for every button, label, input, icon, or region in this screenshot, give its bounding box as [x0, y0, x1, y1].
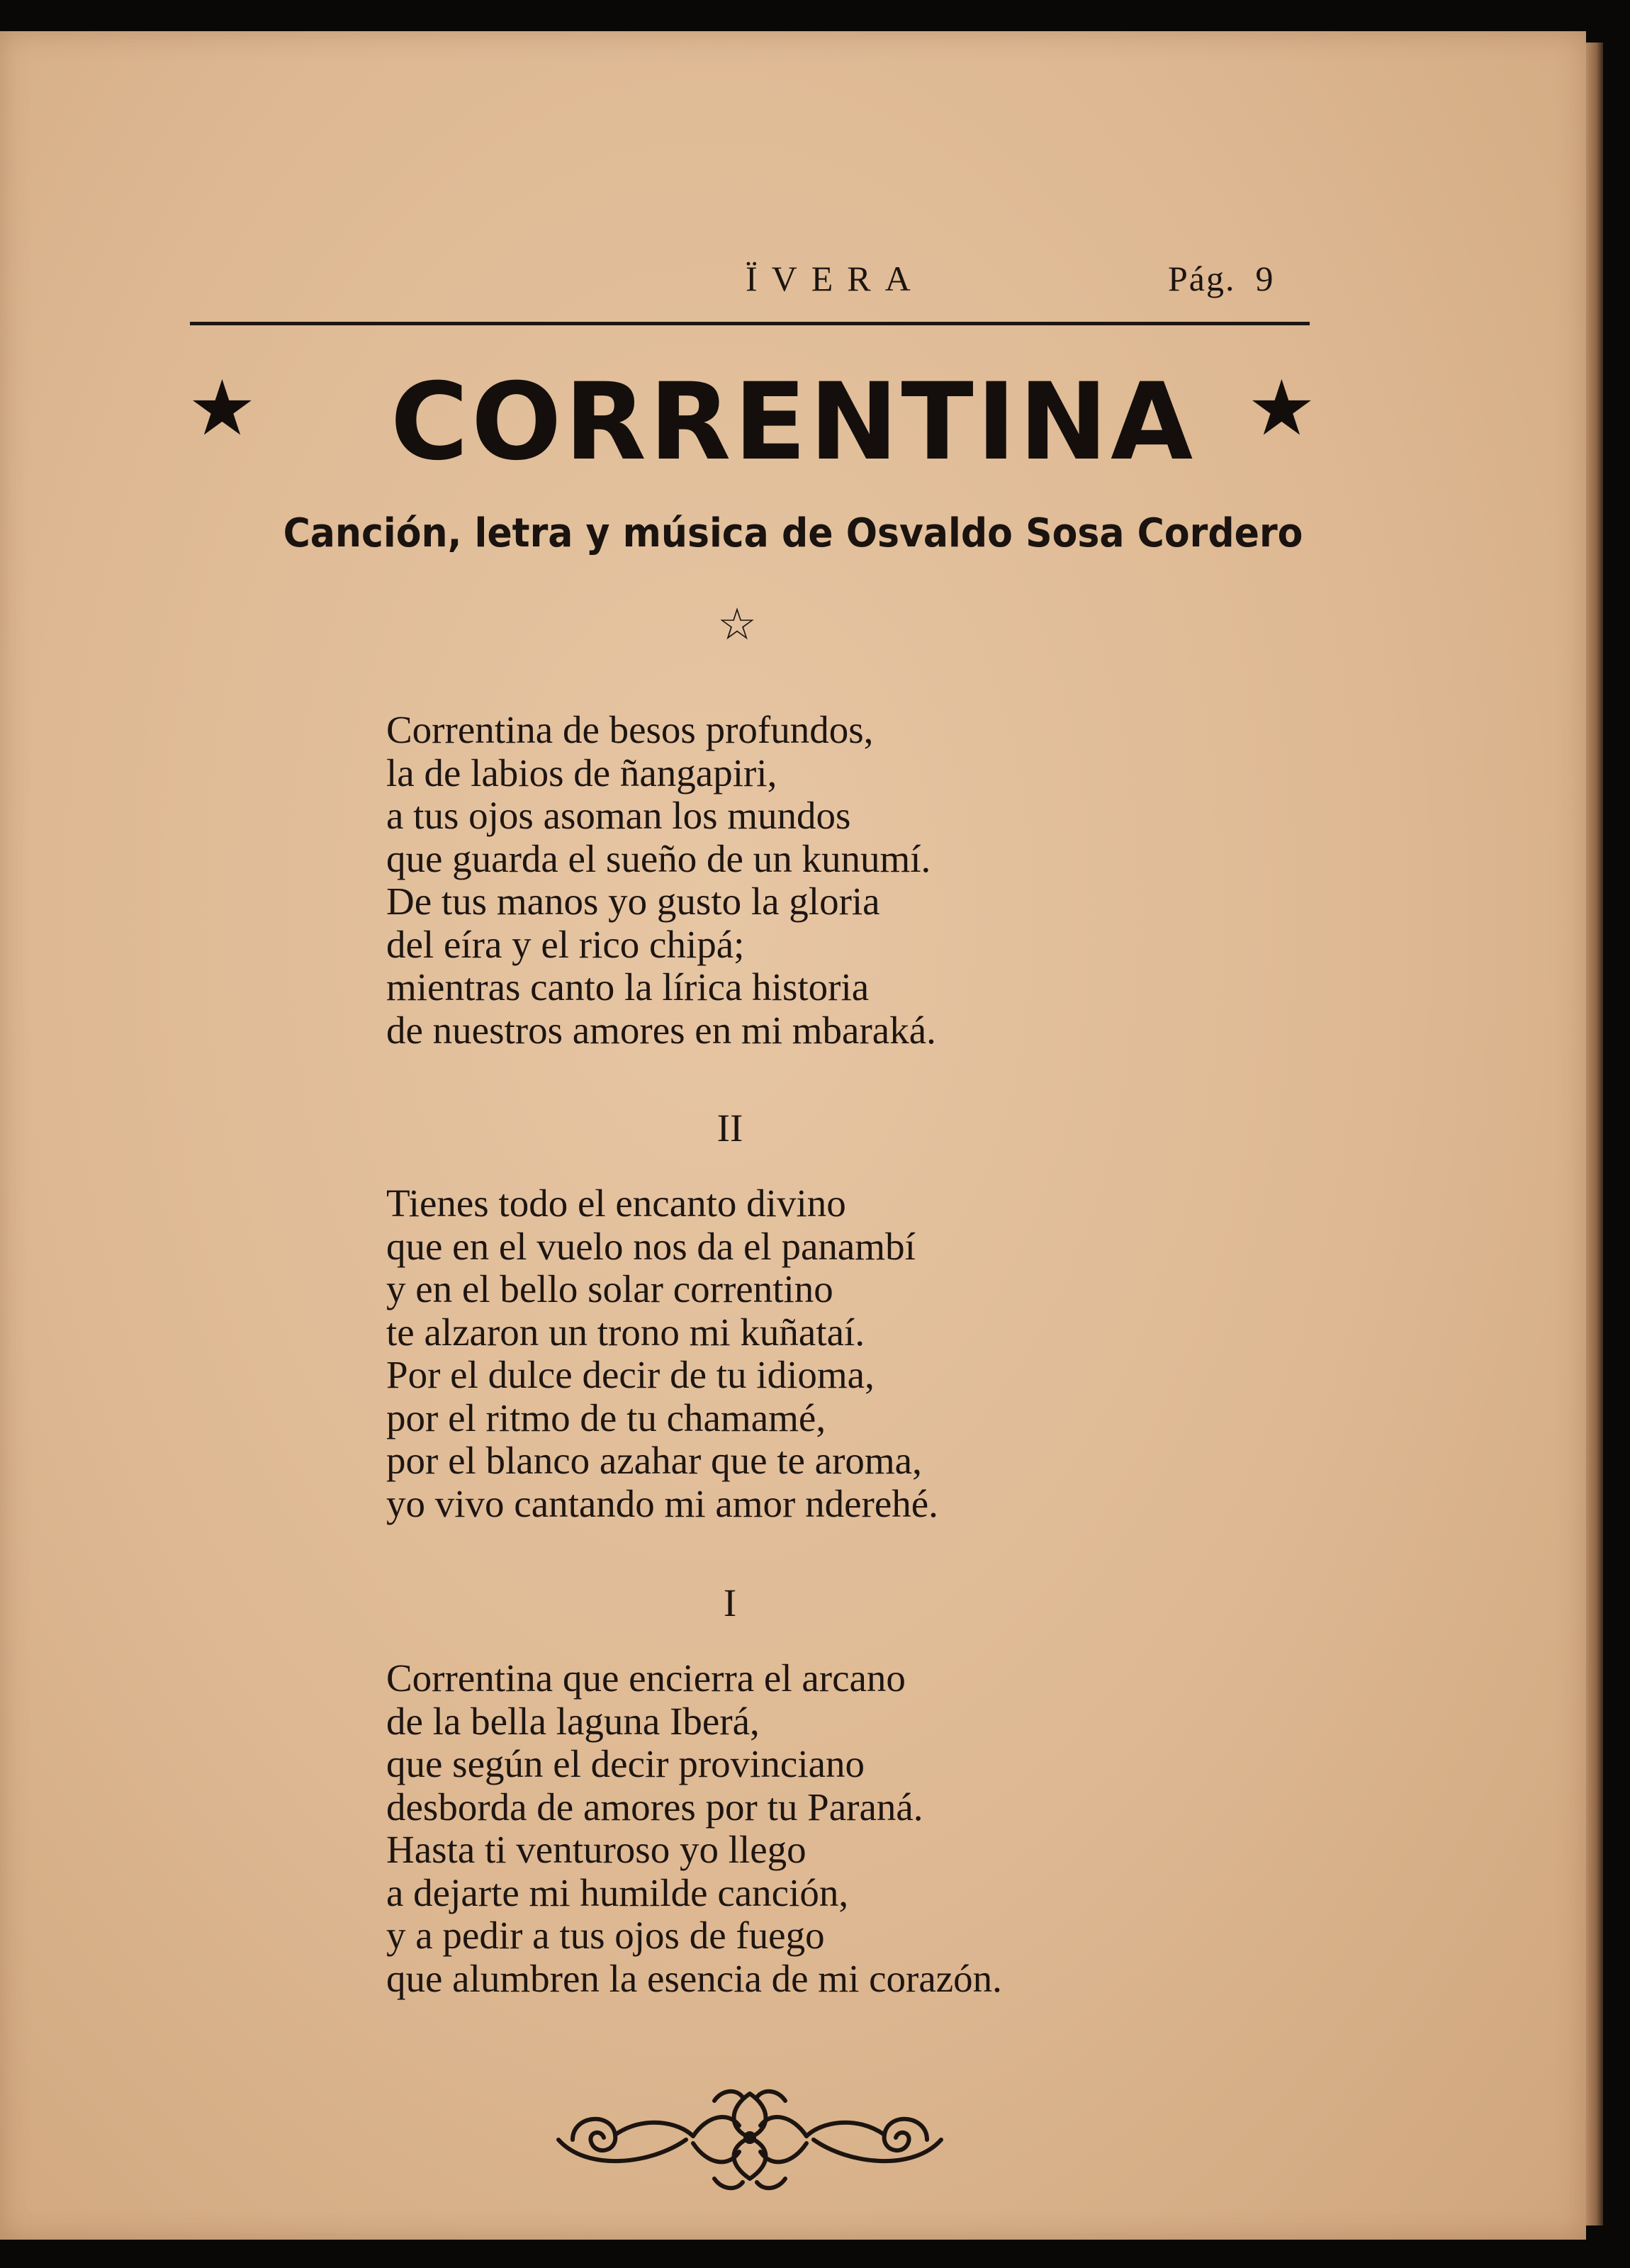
verse-line: desborda de amores por tu Paraná. [386, 1785, 923, 1829]
page-edge [1586, 43, 1603, 2225]
verse-line: que guarda el sueño de un kunumí. [386, 836, 931, 880]
verse-line: por el ritmo de tu chamamé, [386, 1396, 826, 1439]
verse-line: te alzaron un trono mi kuñataí. [386, 1310, 865, 1354]
stanza-3 [386, 1657, 1520, 2000]
verse-line: del eíra y el rico chipá; [386, 922, 745, 966]
running-title: ÏVERA [746, 259, 925, 298]
ornament-flourish-icon [544, 2072, 955, 2200]
song-title: CORRENTINA [390, 361, 1196, 484]
stanza-numeral-ii: II [716, 1106, 743, 1150]
header-rule [190, 322, 1310, 325]
verse-line: De tus manos yo gusto la gloria [386, 880, 880, 923]
verse-line: y a pedir a tus ojos de fuego [386, 1914, 825, 1957]
verse-line: Tienes todo el encanto divino [386, 1181, 846, 1225]
song-subtitle: Canción, letra y música de Osvaldo Sosa Cordero [283, 510, 1303, 556]
book-page [0, 31, 1586, 2240]
verse-line: Por el dulce decir de tu idioma, [386, 1353, 875, 1396]
verse-line: mientras canto la lírica historia [386, 965, 870, 1009]
verse-line: a dejarte mi humilde canción, [386, 1870, 849, 1914]
verse-line: de la bella laguna Iberá, [386, 1699, 760, 1743]
left-star-icon: ★ [188, 367, 257, 451]
verse-line: yo vivo cantando mi amor nderehé. [386, 1481, 938, 1525]
verse-line: Correntina que encierra el arcano [386, 1656, 906, 1700]
outline-star-icon: ☆ [717, 601, 757, 649]
stanza-2 [386, 1182, 1520, 1525]
verse-line: y en el bello solar correntino [386, 1267, 833, 1310]
right-star-icon: ★ [1247, 367, 1316, 451]
verse-line: por el blanco azahar que te aroma, [386, 1439, 922, 1482]
page-label: Pág. [1168, 259, 1236, 298]
verse-line: Hasta ti venturoso yo llego [386, 1828, 806, 1871]
verse-line: que según el decir provinciano [386, 1742, 865, 1785]
verse-line: a tus ojos asoman los mundos [386, 794, 851, 837]
stanza-1 [386, 709, 1520, 1052]
page-number-value: 9 [1255, 259, 1275, 298]
page-number [1168, 258, 1275, 299]
verse-line: que alumbren la esencia de mi corazón. [386, 1956, 1002, 2000]
running-header [0, 237, 1586, 301]
stanza-numeral-i: I [723, 1581, 737, 1624]
verse-line: de nuestros amores en mi mbaraká. [386, 1008, 936, 1052]
verse-line: que en el vuelo nos da el panambí [386, 1224, 916, 1268]
verse-line: Correntina de besos profundos, [386, 708, 874, 751]
verse-line: la de labios de ñangapiri, [386, 751, 777, 795]
